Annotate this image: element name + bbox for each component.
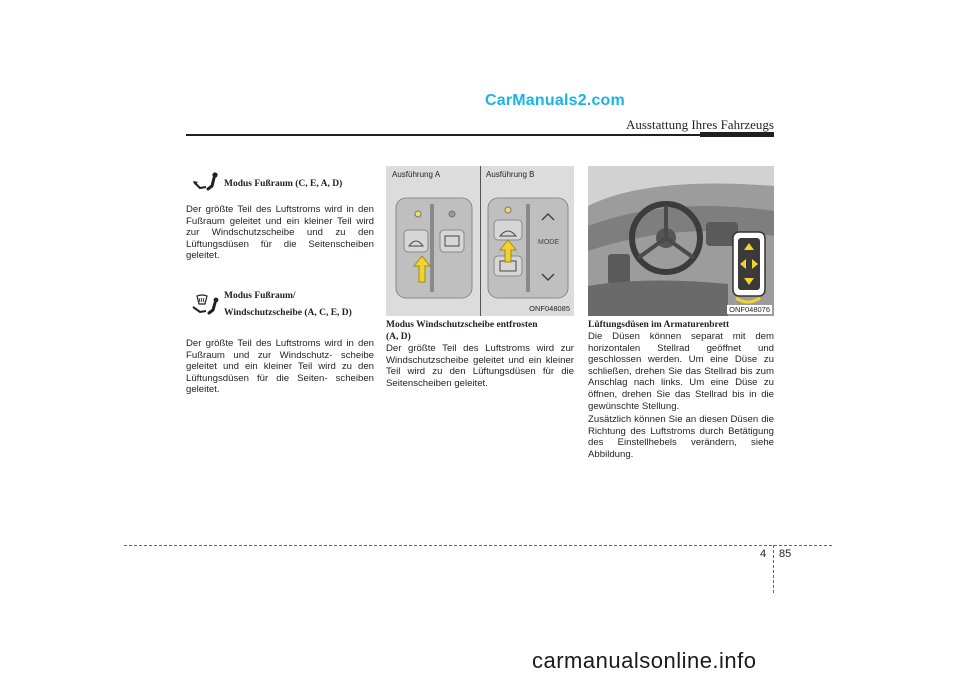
vents-text-2: Zusätzlich können Sie an diesen Düsen die Richtung des Luftstroms durch Betätigung des Einstellhebels verändern, siehe Abbildung. [588,414,774,460]
mode-floor-title: Modus Fußraum (C, E, A, D) [224,179,343,189]
watermark-logo[interactable]: CarManuals2.com [485,92,625,109]
defrost-title-1: Modus Windschutzscheibe entfrosten [386,320,538,330]
mode-floor-heading [186,168,374,194]
mode-floor-text: Der größte Teil des Luftstroms wird in den Fußraum geleitet und ein kleiner Teil wird zur Windschutzscheibe und zu den Lüftungsdüsen für die Seitenscheiben geleitet. [186,204,374,262]
mode-floor-defrost-title-2: Windschutzscheibe (A, C, E, D) [224,307,352,318]
control-panel-figure [386,166,574,316]
mode-button-label: MODE [538,239,559,246]
variant-a-label: Ausführung A [392,170,441,179]
variant-a-panel [394,190,474,302]
floor-defrost-mode-icon [190,292,222,318]
footer-watermark[interactable]: carmanualsonline.info [532,648,757,673]
dashboard-figure [588,166,774,316]
variant-b-label: Ausführung B [486,170,535,179]
variant-b-panel [486,190,570,302]
page-number: 85 [779,548,792,560]
column-1 [186,168,374,396]
footer-dashed-vertical [773,545,774,593]
figure-code-a: ONF048085 [529,304,570,313]
figure-divider [480,166,481,316]
vents-text-1: Die Düsen können separat mit dem horizontalen Stellrad geöffnet und geschlossen werden. Um eine Düse zu schließen, drehen Sie das Stellrad bis zum Anschlag nach links. Um eine Düse zu öffnen, drehen Sie das Stellrad bis in die gewünschte Stellung. [588,331,774,412]
vents-title: Lüftungsdüsen im Armaturenbrett [588,320,730,330]
mode-floor-defrost-heading [186,288,374,322]
header-rule-accent [700,132,774,137]
figure-code-b: ONF048076 [729,305,770,314]
chapter-number: 4 [760,548,767,560]
defrost-text: Der größte Teil des Luftstroms wird zur Windschutzscheibe geleitet und ein kleiner Teil wird zu den Lüftungsdüsen für die Seitenscheiben geleitet. [386,343,574,389]
mode-floor-defrost-text: Der größte Teil des Luftstroms wird in den Fußraum und zur Windschutz- scheibe geleitet und ein kleiner Teil wird zu den Lüftungsdüsen für die Seiten- scheiben geleitet. [186,337,374,396]
mode-floor-defrost-title-1: Modus Fußraum/ [224,290,296,301]
defrost-title-2: (A, D) [386,332,411,342]
column-3-text [588,319,774,461]
floor-mode-icon [192,172,220,194]
footer-dashed-rule [124,545,832,546]
dashboard-illustration [588,166,774,316]
header-rule [186,134,774,136]
section-header: Ausstattung Ihres Fahrzeugs [625,117,774,132]
column-2-text [386,319,574,389]
